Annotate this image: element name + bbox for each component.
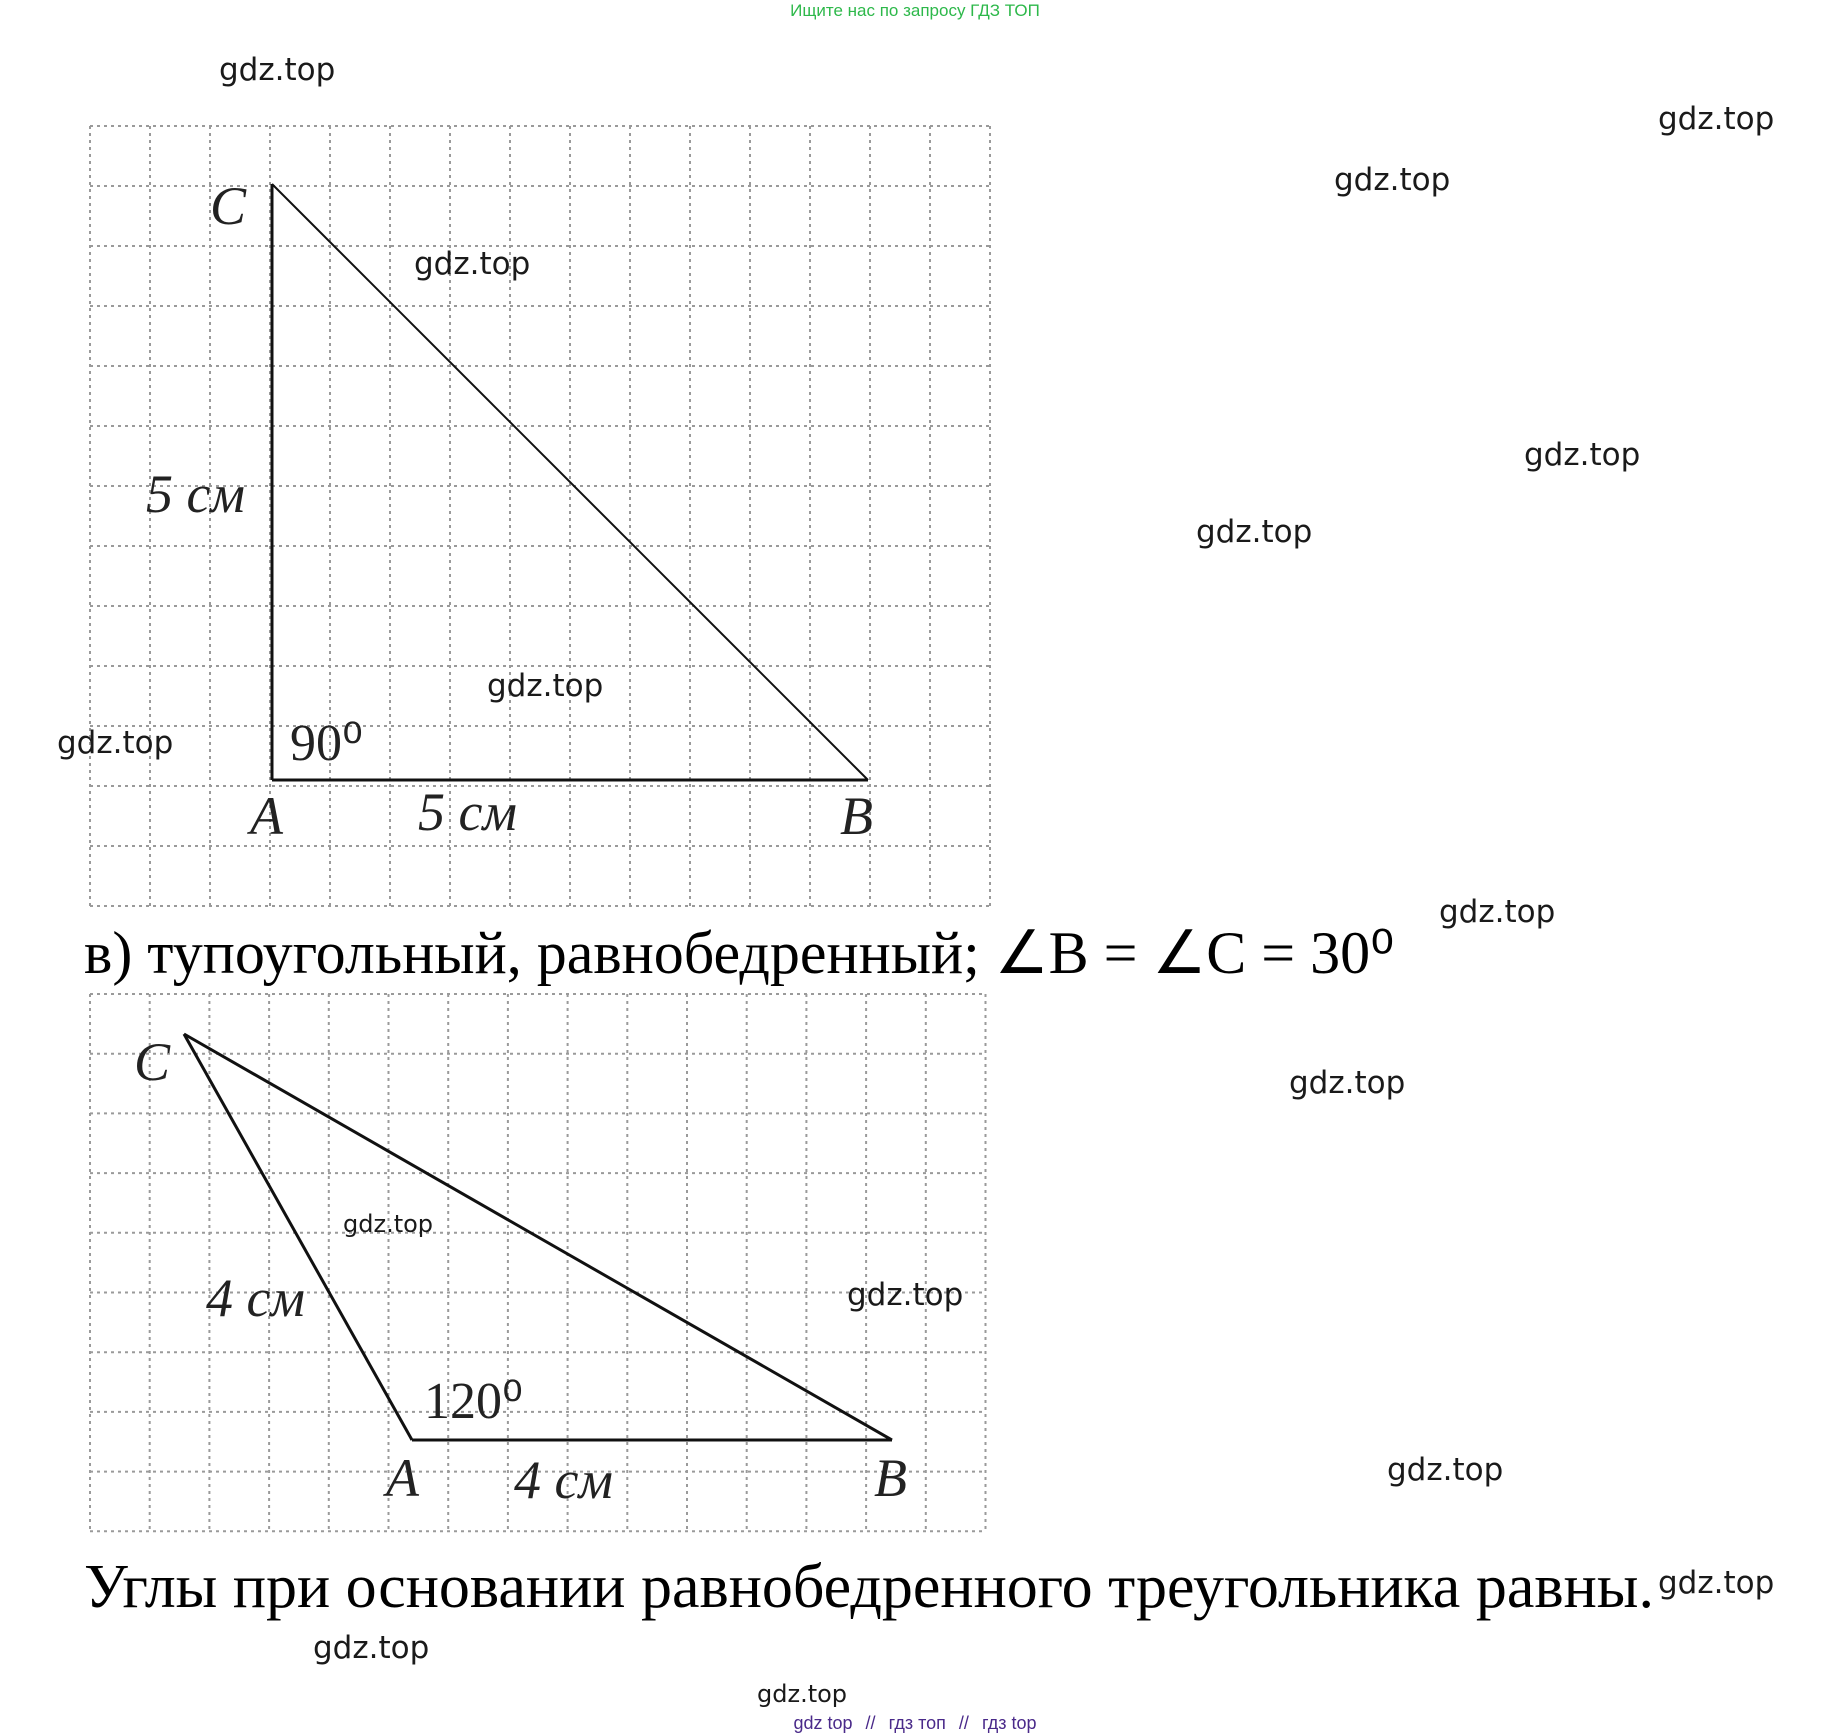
footer-link-gdz-top-cyrillic[interactable]: гдз топ: [888, 1713, 946, 1733]
figure-right-triangle: [84, 124, 1004, 924]
vertex-b-label-2: B: [874, 1448, 907, 1508]
footer-separator: //: [958, 1713, 969, 1733]
grid-figure-2: [84, 988, 1024, 1548]
watermark: gdz.top: [1387, 1452, 1504, 1488]
watermark: gdz.top: [1196, 514, 1313, 550]
watermark: gdz.top: [1524, 437, 1641, 473]
watermark: gdz.top: [487, 668, 604, 704]
watermark: gdz.top: [219, 52, 336, 88]
angle-a-label: 90⁰: [290, 715, 363, 772]
caption-base-angles: Углы при основании равнобедренного треугольника равны.: [84, 1553, 1654, 1621]
footer-separator: //: [865, 1713, 876, 1733]
watermark: gdz.top: [757, 1680, 848, 1708]
side-ab-label: 5 см: [418, 782, 517, 842]
vertex-c-label-2: C: [134, 1032, 171, 1092]
watermark: gdz.top: [1658, 1565, 1775, 1601]
watermark: gdz.top: [414, 246, 531, 282]
vertex-a-label: A: [250, 786, 283, 846]
caption-obtuse: в) тупоугольный, равнобедренный; ∠B = ∠C = 30⁰: [84, 920, 1395, 986]
watermark: gdz.top: [57, 725, 174, 761]
figure-obtuse-triangle: [84, 988, 1024, 1548]
top-banner[interactable]: Ищите нас по запросу ГДЗ ТОП: [790, 1, 1040, 20]
side-ab-label-2: 4 см: [514, 1450, 613, 1510]
watermark: gdz.top: [343, 1210, 434, 1238]
footer-link-gdz-top[interactable]: gdz top: [793, 1713, 853, 1733]
watermark: gdz.top: [1658, 101, 1775, 137]
vertex-a-label-2: A: [386, 1448, 419, 1508]
footer-link-gdz-top-mixed[interactable]: гдз top: [981, 1713, 1037, 1733]
side-ca-label-2: 4 см: [206, 1268, 305, 1328]
side-ca-label: 5 см: [146, 464, 245, 524]
vertex-c-label: C: [210, 176, 247, 236]
side-cb-line-2: [184, 1034, 892, 1440]
watermark: gdz.top: [1439, 894, 1556, 930]
watermark: gdz.top: [1334, 162, 1451, 198]
footer-links: [0, 1712, 1830, 1734]
watermark: gdz.top: [313, 1630, 430, 1666]
vertex-b-label: B: [840, 786, 873, 846]
grid-figure-1: [84, 124, 1004, 924]
watermark: gdz.top: [1289, 1065, 1406, 1101]
watermark: gdz.top: [847, 1277, 964, 1313]
angle-a-label-2: 120⁰: [424, 1373, 523, 1430]
